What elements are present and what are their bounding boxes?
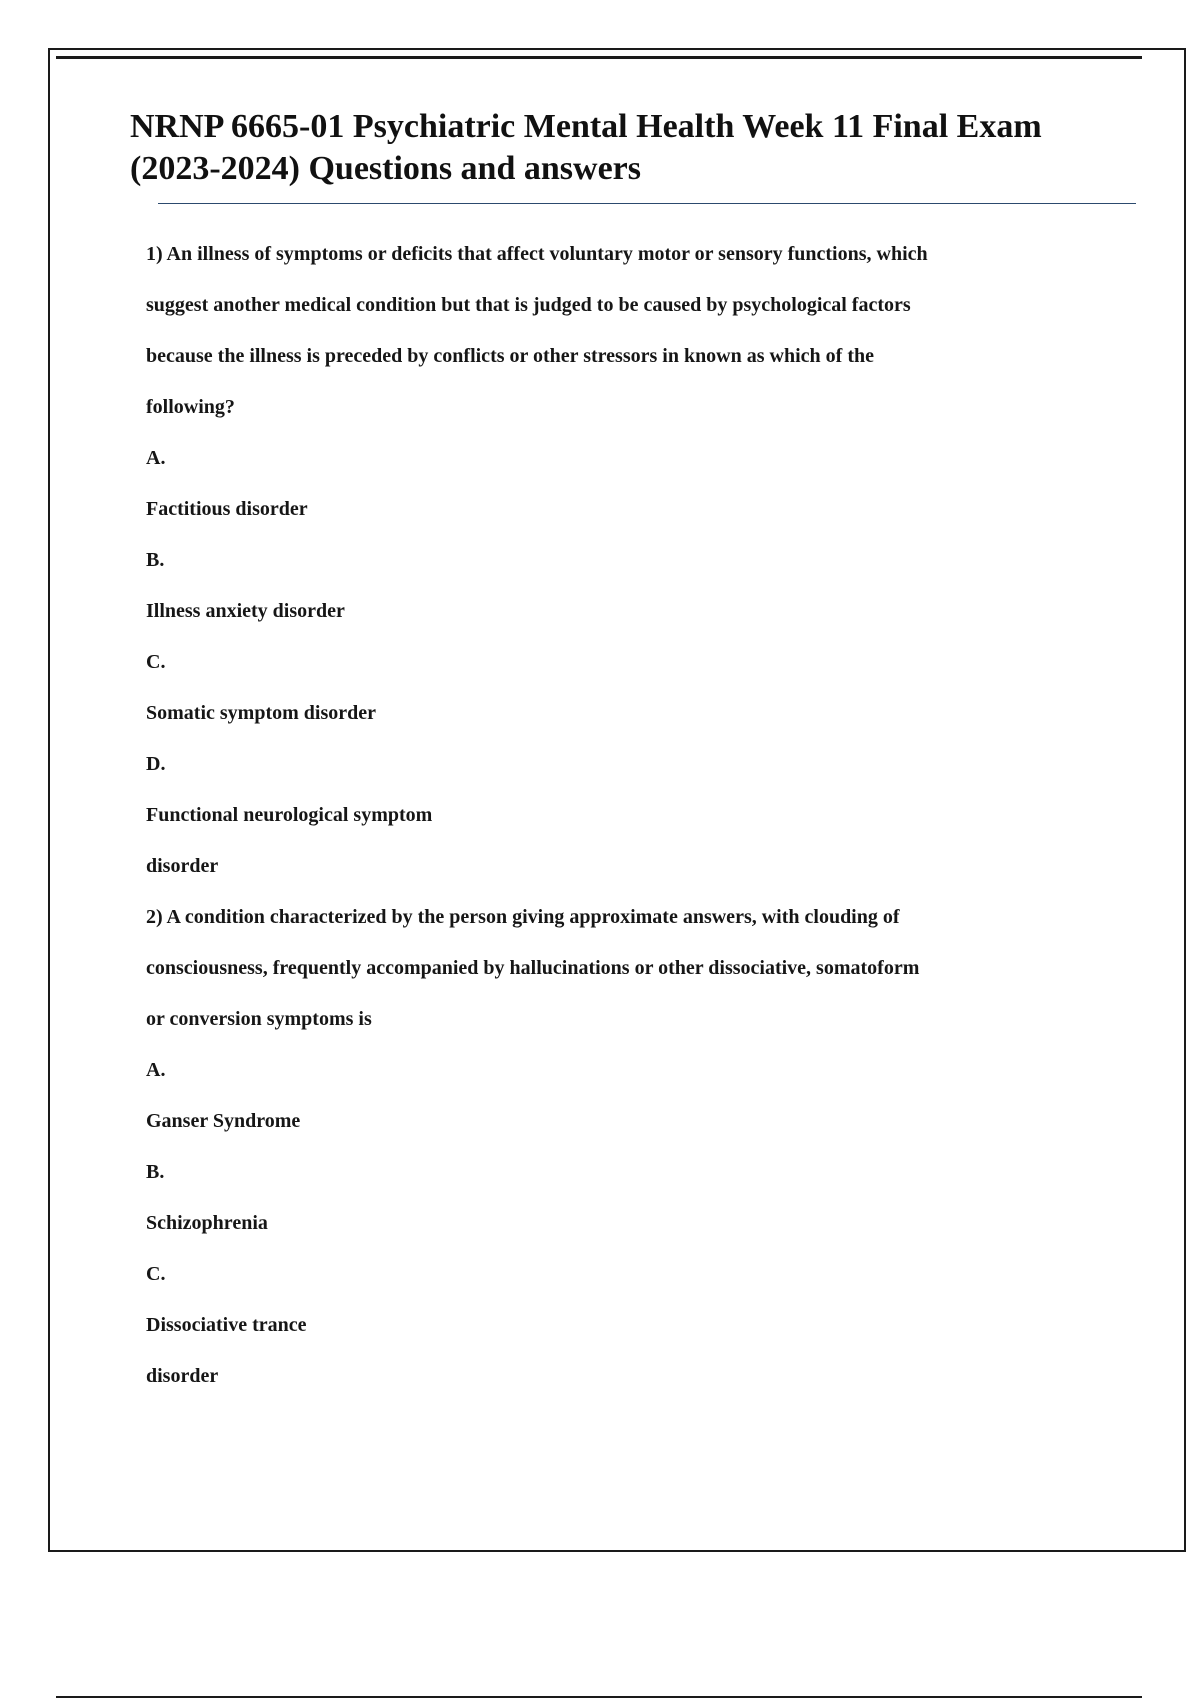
question-1-option-a-text: Factitious disorder	[146, 498, 308, 520]
question-1-stem-line: suggest another medical condition but that is judged to be caused by psychological factors	[146, 294, 911, 316]
question-list	[146, 236, 1046, 1409]
question-1-option-d-text: Functional neurological symptom	[146, 804, 433, 826]
question-2-option-c-text: disorder	[146, 1365, 219, 1387]
question-1-option-d-text: disorder	[146, 855, 219, 877]
question-1-option-c-text: Somatic symptom disorder	[146, 702, 376, 724]
question-2-option-a-letter: A.	[146, 1059, 166, 1081]
title-underline	[158, 203, 1136, 204]
question-2-stem-line: consciousness, frequently accompanied by hallucinations or other dissociative, somatoform	[146, 957, 920, 979]
question-1-option-b-text: Illness anxiety disorder	[146, 600, 345, 622]
title-line-2: (2023-2024) Questions and answers	[130, 150, 641, 187]
question-2-option-b-letter: B.	[146, 1161, 165, 1183]
question-2-option-a-text: Ganser Syndrome	[146, 1110, 301, 1132]
question-1-option-c-letter: C.	[146, 651, 166, 673]
question-2-option-c-text: Dissociative trance	[146, 1314, 307, 1336]
question-2-option-c-letter: C.	[146, 1263, 166, 1285]
question-2-stem-line: 2) A condition characterized by the person giving approximate answers, with clouding of	[146, 906, 900, 928]
document-title	[130, 106, 1140, 190]
question-2-option-b-text: Schizophrenia	[146, 1212, 268, 1234]
question-1-stem-line: following?	[146, 396, 235, 418]
question-1-option-a-letter: A.	[146, 447, 166, 469]
question-2-stem-line: or conversion symptoms is	[146, 1008, 372, 1030]
question-1-stem-line: because the illness is preceded by conflicts or other stressors in known as which of the	[146, 345, 874, 367]
top-rule	[56, 56, 1142, 59]
question-1-option-b-letter: B.	[146, 549, 165, 571]
title-line-1: NRNP 6665-01 Psychiatric Mental Health Week 11 Final Exam	[130, 108, 1042, 145]
next-page-top-rule	[56, 1696, 1142, 1698]
question-1-option-d-letter: D.	[146, 753, 166, 775]
question-1-stem-line: 1) An illness of symptoms or deficits that affect voluntary motor or sensory functions, which	[146, 243, 928, 265]
